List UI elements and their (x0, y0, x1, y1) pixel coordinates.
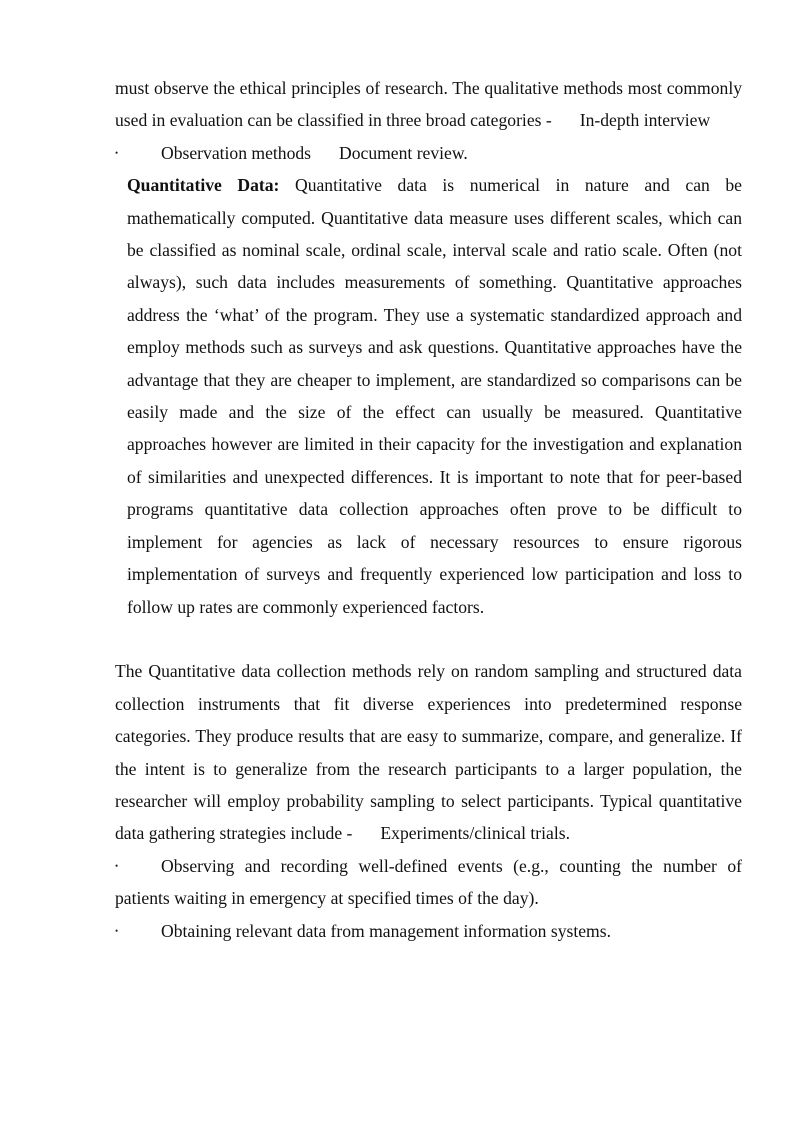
bullet-item-document-review: Document review. (339, 142, 468, 163)
bullet-item-management-systems: Obtaining relevant data from management information systems. (161, 920, 611, 941)
paragraph-collection-methods-text: The Quantitative data collection methods rely on random sampling and structured data collection instruments that fit diverse experiences into predetermined response categories. They produce results that are easy to summarize, compare, and generalize. If the intent is to generalize from the research participants to a larger population, the researcher will employ probability sampling to select participants. Typical quantitative data gathering strategies include - (115, 661, 742, 844)
bullet-management-systems (115, 915, 742, 947)
paragraph-quantitative-data-body: Quantitative data is numerical in nature and can be mathematically computed. Quantitative data measure uses different scales, which can be classified as nominal scale, ordinal scale, interval scale and ratio scale. Often (not always), such data includes measurements of something. Quantitative approaches address the ‘what’ of the program. They use a systematic standardized approach and employ methods such as surveys and ask questions. Quantitative approaches have the advantage that they are cheaper to implement, are standardized so comparisons can be easily made and the size of the effect can usually be measured. Quantitative approaches however are limited in their capacity for the investigation and explanation of similarities and unexpected differences. It is important to note that for peer-based programs quantitative data collection approaches often prove to be difficult to implement for agencies as lack of necessary resources to ensure rigorous implementation of surveys and frequently experienced low participation and loss to follow up rates are commonly experienced factors. (127, 175, 742, 617)
paragraph-quantitative-data (115, 169, 742, 623)
bullet-icon: • (115, 147, 119, 158)
bullet-item-observation-methods: Observation methods (161, 142, 312, 163)
paragraph-collection-methods (115, 655, 742, 849)
bullet-observing-events (115, 850, 742, 915)
bullet-icon: • (115, 925, 119, 936)
bullet-qualitative-methods (115, 137, 742, 169)
section-heading-quantitative-data: Quantitative Data: (127, 175, 280, 196)
page-content (115, 72, 742, 947)
paragraph-ethics (115, 72, 742, 137)
inline-item-experiments: Experiments/clinical trials. (380, 823, 570, 844)
inline-item-in-depth-interview: In-depth interview (579, 110, 711, 131)
bullet-icon: • (115, 860, 119, 871)
bullet-item-observing-events: Observing and recording well-defined events (e.g., counting the number of patients waiting in emergency at specified times of the day). (115, 855, 742, 909)
paragraph-gap (115, 623, 742, 655)
paragraph-ethics-text: must observe the ethical principles of research. The qualitative methods most commonly used in evaluation can be classified in three broad categories - (115, 78, 742, 131)
